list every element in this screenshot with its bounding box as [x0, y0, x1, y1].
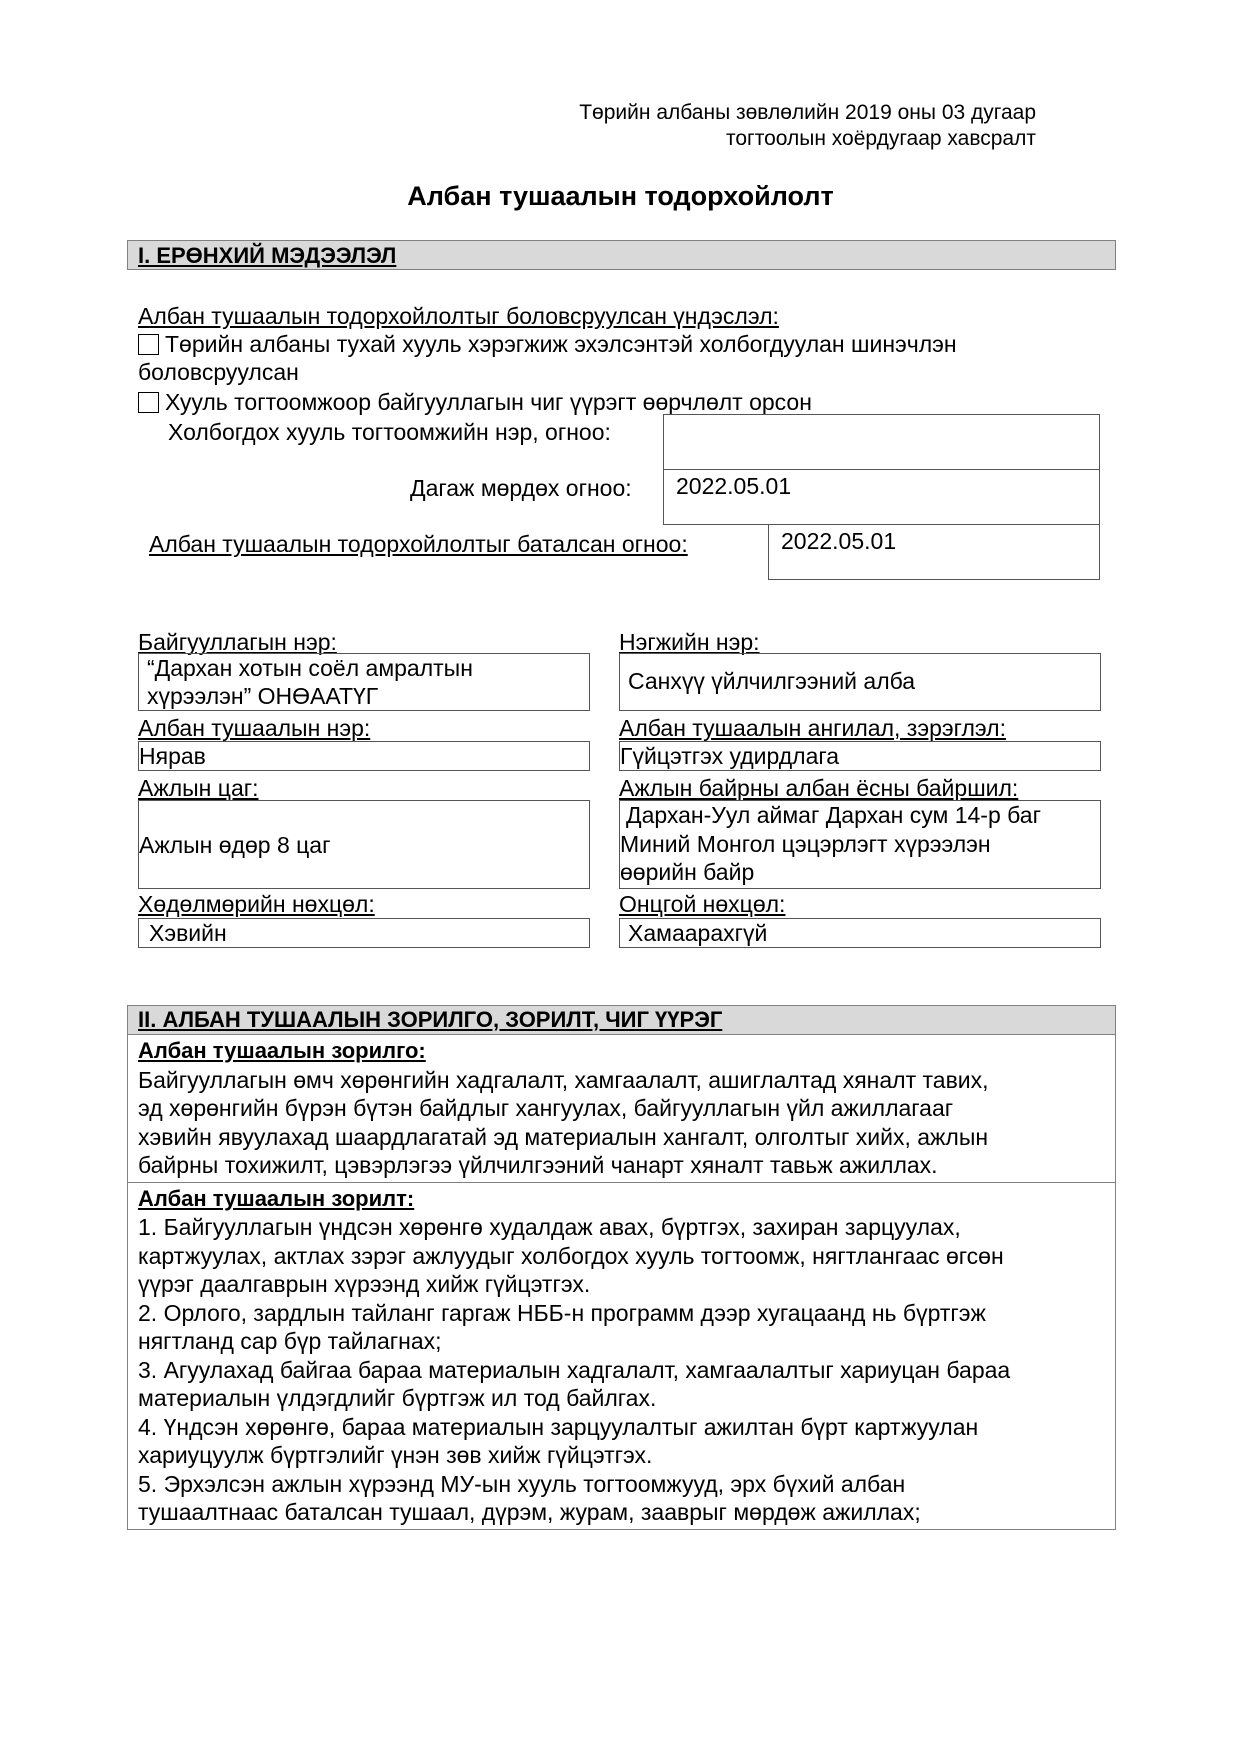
approved-date-field[interactable]: 2022.05.01 [768, 524, 1100, 580]
appendix-note-line1: Төрийн албаны зөвлөлийн 2019 оны 03 дугаар [579, 101, 1036, 124]
task-line: 5. Эрхэлсэн ажлын хүрээнд МУ-ын хууль тогтоомжууд, эрх бүхий албан [138, 1470, 906, 1497]
law-label: Холбогдох хууль тогтоомжийн нэр, огноо: [168, 419, 611, 445]
category-field[interactable]: Гүйцэтгэх удирдлага [619, 741, 1101, 771]
position-label: Албан тушаалын нэр: [138, 715, 371, 741]
section2-heading: II. АЛБАН ТУШААЛЫН ЗОРИЛГО, ЗОРИЛТ, ЧИГ ҮҮРЭГ [128, 1006, 1115, 1034]
hours-field[interactable]: Ажлын өдөр 8 цаг [138, 800, 590, 889]
special-label: Онцгой нөхцөл: [619, 891, 786, 917]
org-label: Байгууллагын нэр: [138, 629, 337, 655]
location-field[interactable] [619, 800, 1101, 889]
goal-block [128, 1034, 1115, 1182]
tasks-label: Албан тушаалын зорилт: [138, 1185, 415, 1211]
location-line1: Дархан-Уул аймаг Дархан сум 14-р баг [626, 802, 1041, 828]
task-line: хариуцуулж бүртгэлийг үнэн зөв хийж гүйцэтгэх. [138, 1442, 653, 1468]
appendix-note-line2: тогтоолын хоёрдугаар хавсралт [725, 127, 1036, 150]
section1-heading: I. ЕРӨНХИЙ МЭДЭЭЛЭЛ [127, 240, 1116, 270]
conditions-label: Хөдөлмөрийн нөхцөл: [138, 891, 375, 917]
task-line: 4. Үндсэн хөрөнгө, бараа материалын зарцуулалтыг ажилтан бүрт картжуулан [138, 1413, 979, 1440]
category-label: Албан тушаалын ангилал, зэрэглэл: [619, 715, 1006, 741]
special-field[interactable]: Хамаарахгүй [619, 918, 1101, 948]
option2 [138, 388, 812, 416]
effective-date-field[interactable]: 2022.05.01 [663, 469, 1100, 525]
task-line: үүрэг даалгаврын хүрээнд хийж гүйцэтгэх. [138, 1271, 591, 1297]
task-line: тушаалтнаас баталсан тушаал, дүрэм, журам, зааврыг мөрдөж ажиллах; [138, 1499, 921, 1525]
effective-date-label: Дагаж мөрдөх огноо: [410, 475, 632, 501]
option1-line2: боловсруулсан [138, 359, 299, 385]
basis-label: Албан тушаалын тодорхойлолтыг боловсруулсан үндэслэл: [138, 303, 779, 329]
section2-table [127, 1005, 1116, 1530]
task-line: материалын үлдэгдлийг бүртгэж ил тод байлгах. [138, 1385, 657, 1411]
goal-label: Албан тушаалын зорилго: [138, 1038, 426, 1063]
task-line: картжуулах, актлах зэрэг ажлуудыг холбогдох хууль тогтоомж, нягтлангаас өгсөн [138, 1242, 1004, 1269]
appendix-note [579, 100, 1036, 152]
unit-label: Нэгжийн нэр: [619, 629, 760, 655]
unit-field[interactable]: Санхүү үйлчилгээний алба [619, 653, 1101, 711]
location-line3: өөрийн байр [620, 859, 755, 885]
org-value-line2: хүрээлэн” ОНӨААТҮГ [147, 683, 379, 709]
location-line2: Миний Монгол цэцэрлэгт хүрээлэн [620, 830, 991, 857]
goal-line: байрны тохижилт, цэвэрлэгээ үйлчилгээний чанарт хяналт тавьж ажиллах. [138, 1152, 938, 1178]
task-line: нягтланд сар бүр тайлагнах; [138, 1328, 442, 1354]
goal-line: Байгууллагын өмч хөрөнгийн хадгалалт, хамгаалалт, ашиглалтад хяналт тавих, [138, 1066, 989, 1093]
hours-label: Ажлын цаг: [138, 775, 259, 801]
document-title: Албан тушаалын тодорхойлолт [407, 181, 834, 211]
org-value-line1: “Дархан хотын соёл амралтын [147, 655, 473, 681]
goal-line: эд хөрөнгийн бүрэн бүтэн байдлыг хангуулах, байгууллагын үйл ажиллагааг [138, 1095, 954, 1121]
option2-text: Хууль тогтоомжоор байгууллагын чиг үүрэгт өөрчлөлт орсон [165, 389, 812, 415]
goal-line: хэвийн явуулахад шаардлагатай эд материалын хангалт, олголтыг хийх, ажлын [138, 1123, 989, 1150]
task-line: 2. Орлого, зардлын тайланг гаргаж НББ-н программ дээр хугацаанд нь бүртгэж [138, 1299, 986, 1326]
option1-checkbox[interactable] [138, 334, 159, 355]
org-field[interactable] [138, 653, 590, 711]
option1 [138, 330, 957, 358]
location-label: Ажлын байрны албан ёсны байршил: [619, 775, 1019, 801]
law-field[interactable] [663, 414, 1100, 470]
option2-checkbox[interactable] [138, 392, 159, 413]
option1-text: Төрийн албаны тухай хууль хэрэгжиж эхэлсэнтэй холбогдуулан шинэчлэн [165, 331, 957, 357]
task-line: 3. Агуулахад байгаа бараа материалын хадгалалт, хамгаалалтыг хариуцан бараа [138, 1356, 1011, 1383]
approved-date-label: Албан тушаалын тодорхойлолтыг баталсан огноо: [149, 531, 688, 557]
conditions-field[interactable]: Хэвийн [138, 918, 590, 948]
position-field[interactable]: Нярав [138, 741, 590, 771]
task-line: 1. Байгууллагын үндсэн хөрөнгө худалдаж авах, бүртгэх, захиран зарцуулах, [138, 1214, 961, 1240]
tasks-block [128, 1182, 1115, 1529]
